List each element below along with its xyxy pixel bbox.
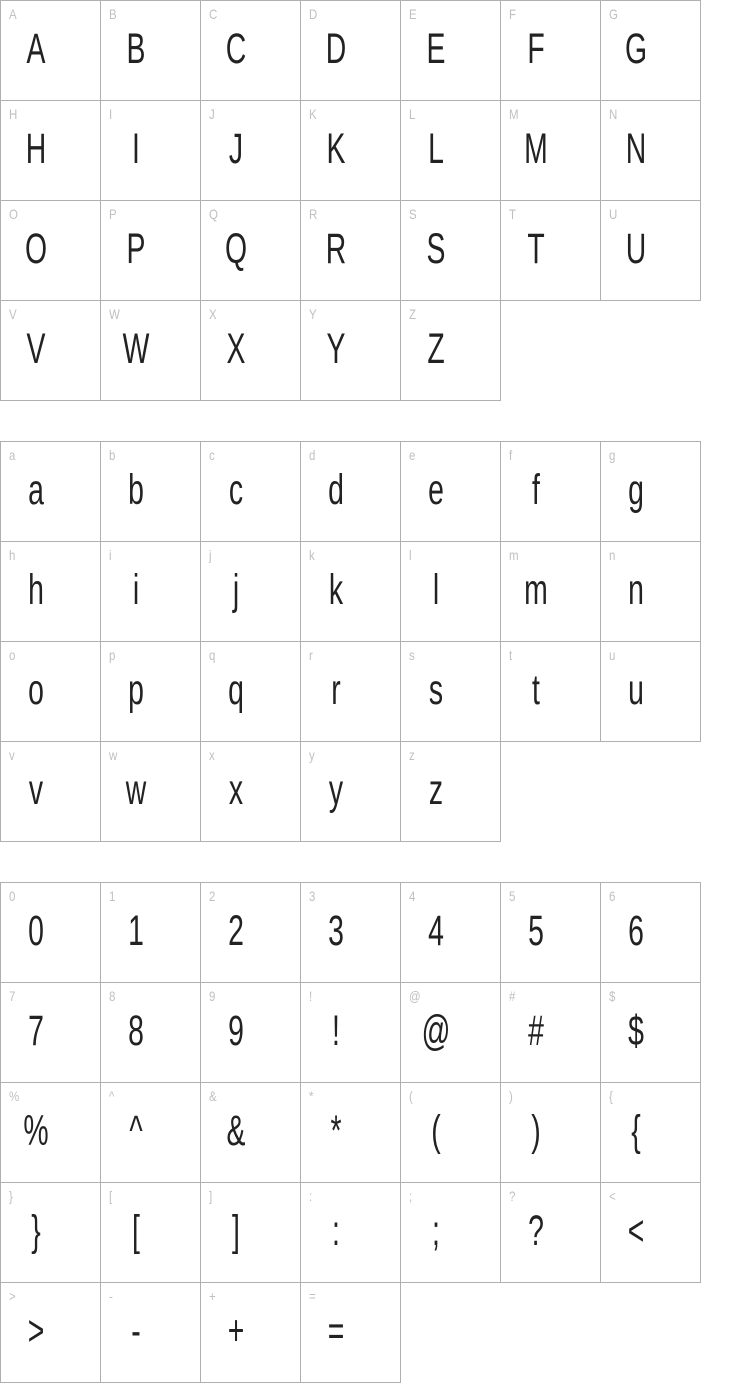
glyph-name-label: h (9, 547, 16, 563)
glyph-name-label: u (609, 647, 616, 663)
glyph-cell (201, 883, 301, 983)
glyph-preview: % (23, 1107, 49, 1155)
glyph-name-label: : (309, 1188, 313, 1204)
glyph-cell (401, 883, 501, 983)
glyph-name-label: 8 (109, 988, 116, 1004)
glyph-name-label: ^ (109, 1088, 115, 1104)
glyph-preview: L (428, 125, 444, 173)
glyph-name-label: M (509, 106, 519, 122)
glyph-cell (301, 642, 401, 742)
glyph-name-label: Y (309, 306, 317, 322)
glyph-name-label: U (609, 206, 618, 222)
glyph-name-label: L (409, 106, 416, 122)
glyph-name-label: ! (309, 988, 313, 1004)
glyph-name-label: < (609, 1188, 616, 1204)
glyph-cell (201, 742, 301, 842)
glyph-preview: A (26, 25, 46, 73)
glyph-cell (1, 542, 101, 642)
glyph-name-label: W (109, 306, 120, 322)
glyph-cell (101, 201, 201, 301)
glyph-name-label: - (109, 1288, 113, 1304)
glyph-name-label: 2 (209, 888, 216, 904)
glyph-preview: Q (224, 225, 248, 273)
glyph-cell (401, 1083, 501, 1183)
glyph-preview: 5 (528, 907, 544, 955)
glyph-name-label: N (609, 106, 618, 122)
glyph-name-label: ( (409, 1088, 413, 1104)
glyph-preview: X (226, 325, 246, 373)
glyph-preview: h (28, 566, 44, 614)
glyph-cell (1, 1283, 101, 1383)
glyph-name-label: 6 (609, 888, 616, 904)
glyph-name-label: 4 (409, 888, 416, 904)
glyph-preview: j (232, 566, 240, 614)
glyph-preview: @ (421, 1007, 451, 1055)
glyph-name-label: & (209, 1088, 217, 1104)
glyph-preview: y (328, 766, 344, 814)
glyph-cell (201, 1183, 301, 1283)
glyph-cell (601, 983, 701, 1083)
glyph-cell (401, 642, 501, 742)
glyph-name-label: v (9, 747, 15, 763)
glyph-preview: a (28, 466, 44, 514)
glyph-name-label: m (509, 547, 519, 563)
glyph-cell (1, 201, 101, 301)
glyph-cell (101, 1183, 201, 1283)
glyph-preview: $ (628, 1007, 644, 1055)
glyph-name-label: D (309, 6, 318, 22)
glyph-preview: t (532, 666, 540, 714)
glyph-name-label: ? (509, 1188, 516, 1204)
glyph-name-label: A (9, 6, 17, 22)
glyph-preview: ( (431, 1107, 441, 1155)
glyph-cell (401, 201, 501, 301)
digits-and-symbols-grid (0, 882, 701, 1383)
glyph-preview: [ (132, 1207, 140, 1255)
glyph-name-label: f (509, 447, 513, 463)
glyph-name-label: % (9, 1088, 20, 1104)
glyph-preview: o (28, 666, 44, 714)
glyph-cell (301, 1183, 401, 1283)
glyph-cell (1, 883, 101, 983)
glyph-row (1, 642, 701, 742)
glyph-name-label: ) (509, 1088, 513, 1104)
glyph-cell (601, 1183, 701, 1283)
glyph-cell (201, 542, 301, 642)
glyph-name-label: @ (409, 988, 421, 1004)
glyph-row (1, 442, 701, 542)
glyph-preview: B (126, 25, 146, 73)
glyph-preview: m (524, 566, 548, 614)
glyph-name-label: X (209, 306, 217, 322)
glyph-name-label: a (9, 447, 16, 463)
glyph-name-label: ] (209, 1188, 213, 1204)
glyph-preview: Y (326, 325, 346, 373)
glyph-preview: > (27, 1307, 45, 1355)
glyph-cell (501, 1183, 601, 1283)
glyph-cell (301, 983, 401, 1083)
glyph-preview: c (228, 466, 244, 514)
glyph-name-label: [ (109, 1188, 113, 1204)
glyph-name-label: 9 (209, 988, 216, 1004)
glyph-cell (101, 883, 201, 983)
glyph-row (1, 1183, 701, 1283)
glyph-preview: 7 (28, 1007, 44, 1055)
glyph-name-label: 3 (309, 888, 316, 904)
glyph-cell (201, 1, 301, 101)
glyph-preview: Z (427, 325, 445, 373)
glyph-name-label: 1 (109, 888, 116, 904)
glyph-cell (501, 442, 601, 542)
glyph-preview: ) (531, 1107, 541, 1155)
glyph-name-label: 0 (9, 888, 16, 904)
glyph-name-label: B (109, 6, 117, 22)
uppercase-letters-grid (0, 0, 701, 401)
glyph-cell (201, 442, 301, 542)
glyph-cell (301, 1, 401, 101)
glyph-name-label: k (309, 547, 315, 563)
glyph-name-label: C (209, 6, 218, 22)
glyph-row (1, 883, 701, 983)
glyph-preview: # (528, 1007, 544, 1055)
glyph-preview: w (125, 766, 147, 814)
glyph-cell (301, 101, 401, 201)
glyph-cell (101, 983, 201, 1083)
glyph-cell (1, 442, 101, 542)
glyph-name-label: c (209, 447, 215, 463)
glyph-name-label: z (409, 747, 415, 763)
glyph-preview: ? (528, 1207, 544, 1255)
glyph-name-label: O (9, 206, 18, 222)
glyph-name-label: J (209, 106, 215, 122)
glyph-name-label: d (309, 447, 316, 463)
glyph-preview: ] (232, 1207, 240, 1255)
glyph-cell (301, 542, 401, 642)
glyph-preview: H (25, 125, 47, 173)
glyph-cell (501, 201, 601, 301)
glyph-preview: u (628, 666, 644, 714)
glyph-preview: ; (432, 1207, 440, 1255)
glyph-preview: E (426, 25, 446, 73)
glyph-name-label: i (109, 547, 112, 563)
glyph-cell (501, 983, 601, 1083)
glyph-cell (501, 101, 601, 201)
glyph-row (1, 1083, 701, 1183)
glyph-cell (401, 742, 501, 842)
glyph-name-label: F (509, 6, 517, 22)
glyph-name-label: q (209, 647, 216, 663)
glyph-cell (601, 542, 701, 642)
glyph-preview: K (326, 125, 346, 173)
glyph-cell (501, 1083, 601, 1183)
glyph-preview: N (625, 125, 647, 173)
glyph-preview: ^ (129, 1107, 143, 1155)
glyph-preview: s (428, 666, 444, 714)
glyph-cell (101, 1, 201, 101)
glyph-preview: e (428, 466, 444, 514)
glyph-cell (601, 883, 701, 983)
glyph-cell (301, 442, 401, 542)
glyph-row (1, 1, 701, 101)
glyph-name-label: r (309, 647, 313, 663)
glyph-cell (401, 301, 501, 401)
glyph-cell (101, 1283, 201, 1383)
glyph-preview: & (226, 1107, 246, 1155)
glyph-name-label: R (309, 206, 318, 222)
glyph-cell (401, 101, 501, 201)
glyph-cell (401, 983, 501, 1083)
glyph-cell (101, 642, 201, 742)
glyph-name-label: H (9, 106, 18, 122)
glyph-cell (201, 983, 301, 1083)
glyph-preview: R (325, 225, 347, 273)
glyph-cell (501, 542, 601, 642)
glyph-cell (601, 442, 701, 542)
glyph-cell (1, 1183, 101, 1283)
glyph-preview: x (228, 766, 244, 814)
glyph-cell (301, 201, 401, 301)
glyph-cell (1, 642, 101, 742)
glyph-row (1, 983, 701, 1083)
glyph-preview: 0 (28, 907, 44, 955)
glyph-preview: W (122, 325, 150, 373)
glyph-row (1, 542, 701, 642)
glyph-preview: ! (332, 1007, 340, 1055)
glyph-preview: 9 (228, 1007, 244, 1055)
glyph-preview: 4 (428, 907, 444, 955)
glyph-row (1, 742, 701, 842)
glyph-cell (301, 742, 401, 842)
glyph-name-label: g (609, 447, 616, 463)
glyph-name-label: P (109, 206, 117, 222)
glyph-name-label: b (109, 447, 116, 463)
glyph-cell (1, 742, 101, 842)
glyph-preview: T (527, 225, 545, 273)
glyph-cell (501, 642, 601, 742)
glyph-preview: 3 (328, 907, 344, 955)
glyph-preview: P (126, 225, 146, 273)
glyph-preview: O (24, 225, 48, 273)
glyph-name-label: + (209, 1288, 216, 1304)
glyph-cell (301, 1283, 401, 1383)
glyph-preview: - (131, 1307, 141, 1355)
glyph-preview: g (628, 466, 644, 514)
glyph-cell (101, 301, 201, 401)
glyph-name-label: = (309, 1288, 316, 1304)
glyph-cell (201, 1283, 301, 1383)
glyph-preview: 1 (128, 907, 144, 955)
glyph-row (1, 201, 701, 301)
glyph-preview: : (332, 1207, 340, 1255)
glyph-cell (301, 883, 401, 983)
glyph-cell (401, 1183, 501, 1283)
glyph-name-label: s (409, 647, 415, 663)
glyph-name-label: e (409, 447, 416, 463)
glyph-cell (201, 301, 301, 401)
glyph-name-label: * (309, 1088, 314, 1104)
glyph-name-label: x (209, 747, 215, 763)
glyph-preview: l (432, 566, 440, 614)
glyph-preview: S (426, 225, 446, 273)
glyph-name-label: T (509, 206, 517, 222)
glyph-name-label: G (609, 6, 618, 22)
glyph-preview: I (132, 125, 140, 173)
glyph-name-label: Z (409, 306, 417, 322)
glyph-cell (101, 542, 201, 642)
glyph-cell (101, 442, 201, 542)
glyph-preview: v (28, 766, 44, 814)
glyph-cell (301, 1083, 401, 1183)
glyph-cell (201, 201, 301, 301)
glyph-cell (601, 1083, 701, 1183)
glyph-name-label: n (609, 547, 616, 563)
glyph-cell (1, 983, 101, 1083)
glyph-preview: d (328, 466, 344, 514)
glyph-name-label: I (109, 106, 113, 122)
glyph-cell (301, 301, 401, 401)
glyph-cell (501, 1, 601, 101)
glyph-name-label: 7 (9, 988, 16, 1004)
glyph-preview: D (325, 25, 347, 73)
glyph-preview: f (532, 466, 540, 514)
glyph-name-label: o (9, 647, 16, 663)
glyph-name-label: p (109, 647, 116, 663)
glyph-preview: i (132, 566, 140, 614)
glyph-cell (1, 301, 101, 401)
glyph-name-label: w (109, 747, 118, 763)
glyph-preview: p (128, 666, 144, 714)
glyph-cell (601, 1, 701, 101)
glyph-preview: G (624, 25, 648, 73)
glyph-name-label: y (309, 747, 315, 763)
glyph-name-label: l (409, 547, 412, 563)
glyph-preview: r (331, 666, 341, 714)
glyph-cell (401, 542, 501, 642)
glyph-preview: = (327, 1307, 345, 1355)
glyph-cell (401, 442, 501, 542)
glyph-name-label: $ (609, 988, 616, 1004)
glyph-preview: 8 (128, 1007, 144, 1055)
glyph-cell (501, 883, 601, 983)
glyph-preview: k (328, 566, 344, 614)
glyph-preview: } (31, 1207, 41, 1255)
glyph-cell (101, 1083, 201, 1183)
glyph-preview: { (631, 1107, 641, 1155)
glyph-name-label: V (9, 306, 17, 322)
glyph-name-label: j (209, 547, 212, 563)
glyph-preview: n (628, 566, 644, 614)
glyph-preview: 2 (228, 907, 244, 955)
glyph-preview: q (228, 666, 244, 714)
glyph-cell (1, 1083, 101, 1183)
glyph-name-label: E (409, 6, 417, 22)
glyph-cell (601, 642, 701, 742)
glyph-row (1, 301, 701, 401)
glyph-name-label: t (509, 647, 513, 663)
glyph-preview: b (128, 466, 144, 514)
glyph-name-label: # (509, 988, 516, 1004)
glyph-preview: F (527, 25, 545, 73)
glyph-name-label: K (309, 106, 317, 122)
glyph-name-label: S (409, 206, 417, 222)
glyph-cell (201, 642, 301, 742)
glyph-preview: C (225, 25, 247, 73)
glyph-name-label: > (9, 1288, 16, 1304)
glyph-preview: < (627, 1207, 645, 1255)
glyph-name-label: } (9, 1188, 13, 1204)
glyph-name-label: ; (409, 1188, 413, 1204)
glyph-cell (601, 101, 701, 201)
glyph-cell (1, 1, 101, 101)
glyph-preview: z (428, 766, 444, 814)
glyph-name-label: { (609, 1088, 613, 1104)
glyph-name-label: Q (209, 206, 218, 222)
glyph-name-label: 5 (509, 888, 516, 904)
glyph-cell (1, 101, 101, 201)
glyph-preview: J (228, 125, 244, 173)
glyph-preview: V (26, 325, 46, 373)
lowercase-letters-grid (0, 441, 701, 842)
glyph-cell (201, 101, 301, 201)
glyph-cell (601, 201, 701, 301)
glyph-row (1, 1283, 701, 1383)
glyph-cell (201, 1083, 301, 1183)
glyph-preview: M (524, 125, 548, 173)
glyph-cell (101, 101, 201, 201)
glyph-preview: * (330, 1107, 342, 1155)
glyph-row (1, 101, 701, 201)
glyph-preview: 6 (628, 907, 644, 955)
glyph-preview: U (625, 225, 647, 273)
glyph-preview: + (227, 1307, 245, 1355)
glyph-cell (101, 742, 201, 842)
glyph-cell (401, 1, 501, 101)
